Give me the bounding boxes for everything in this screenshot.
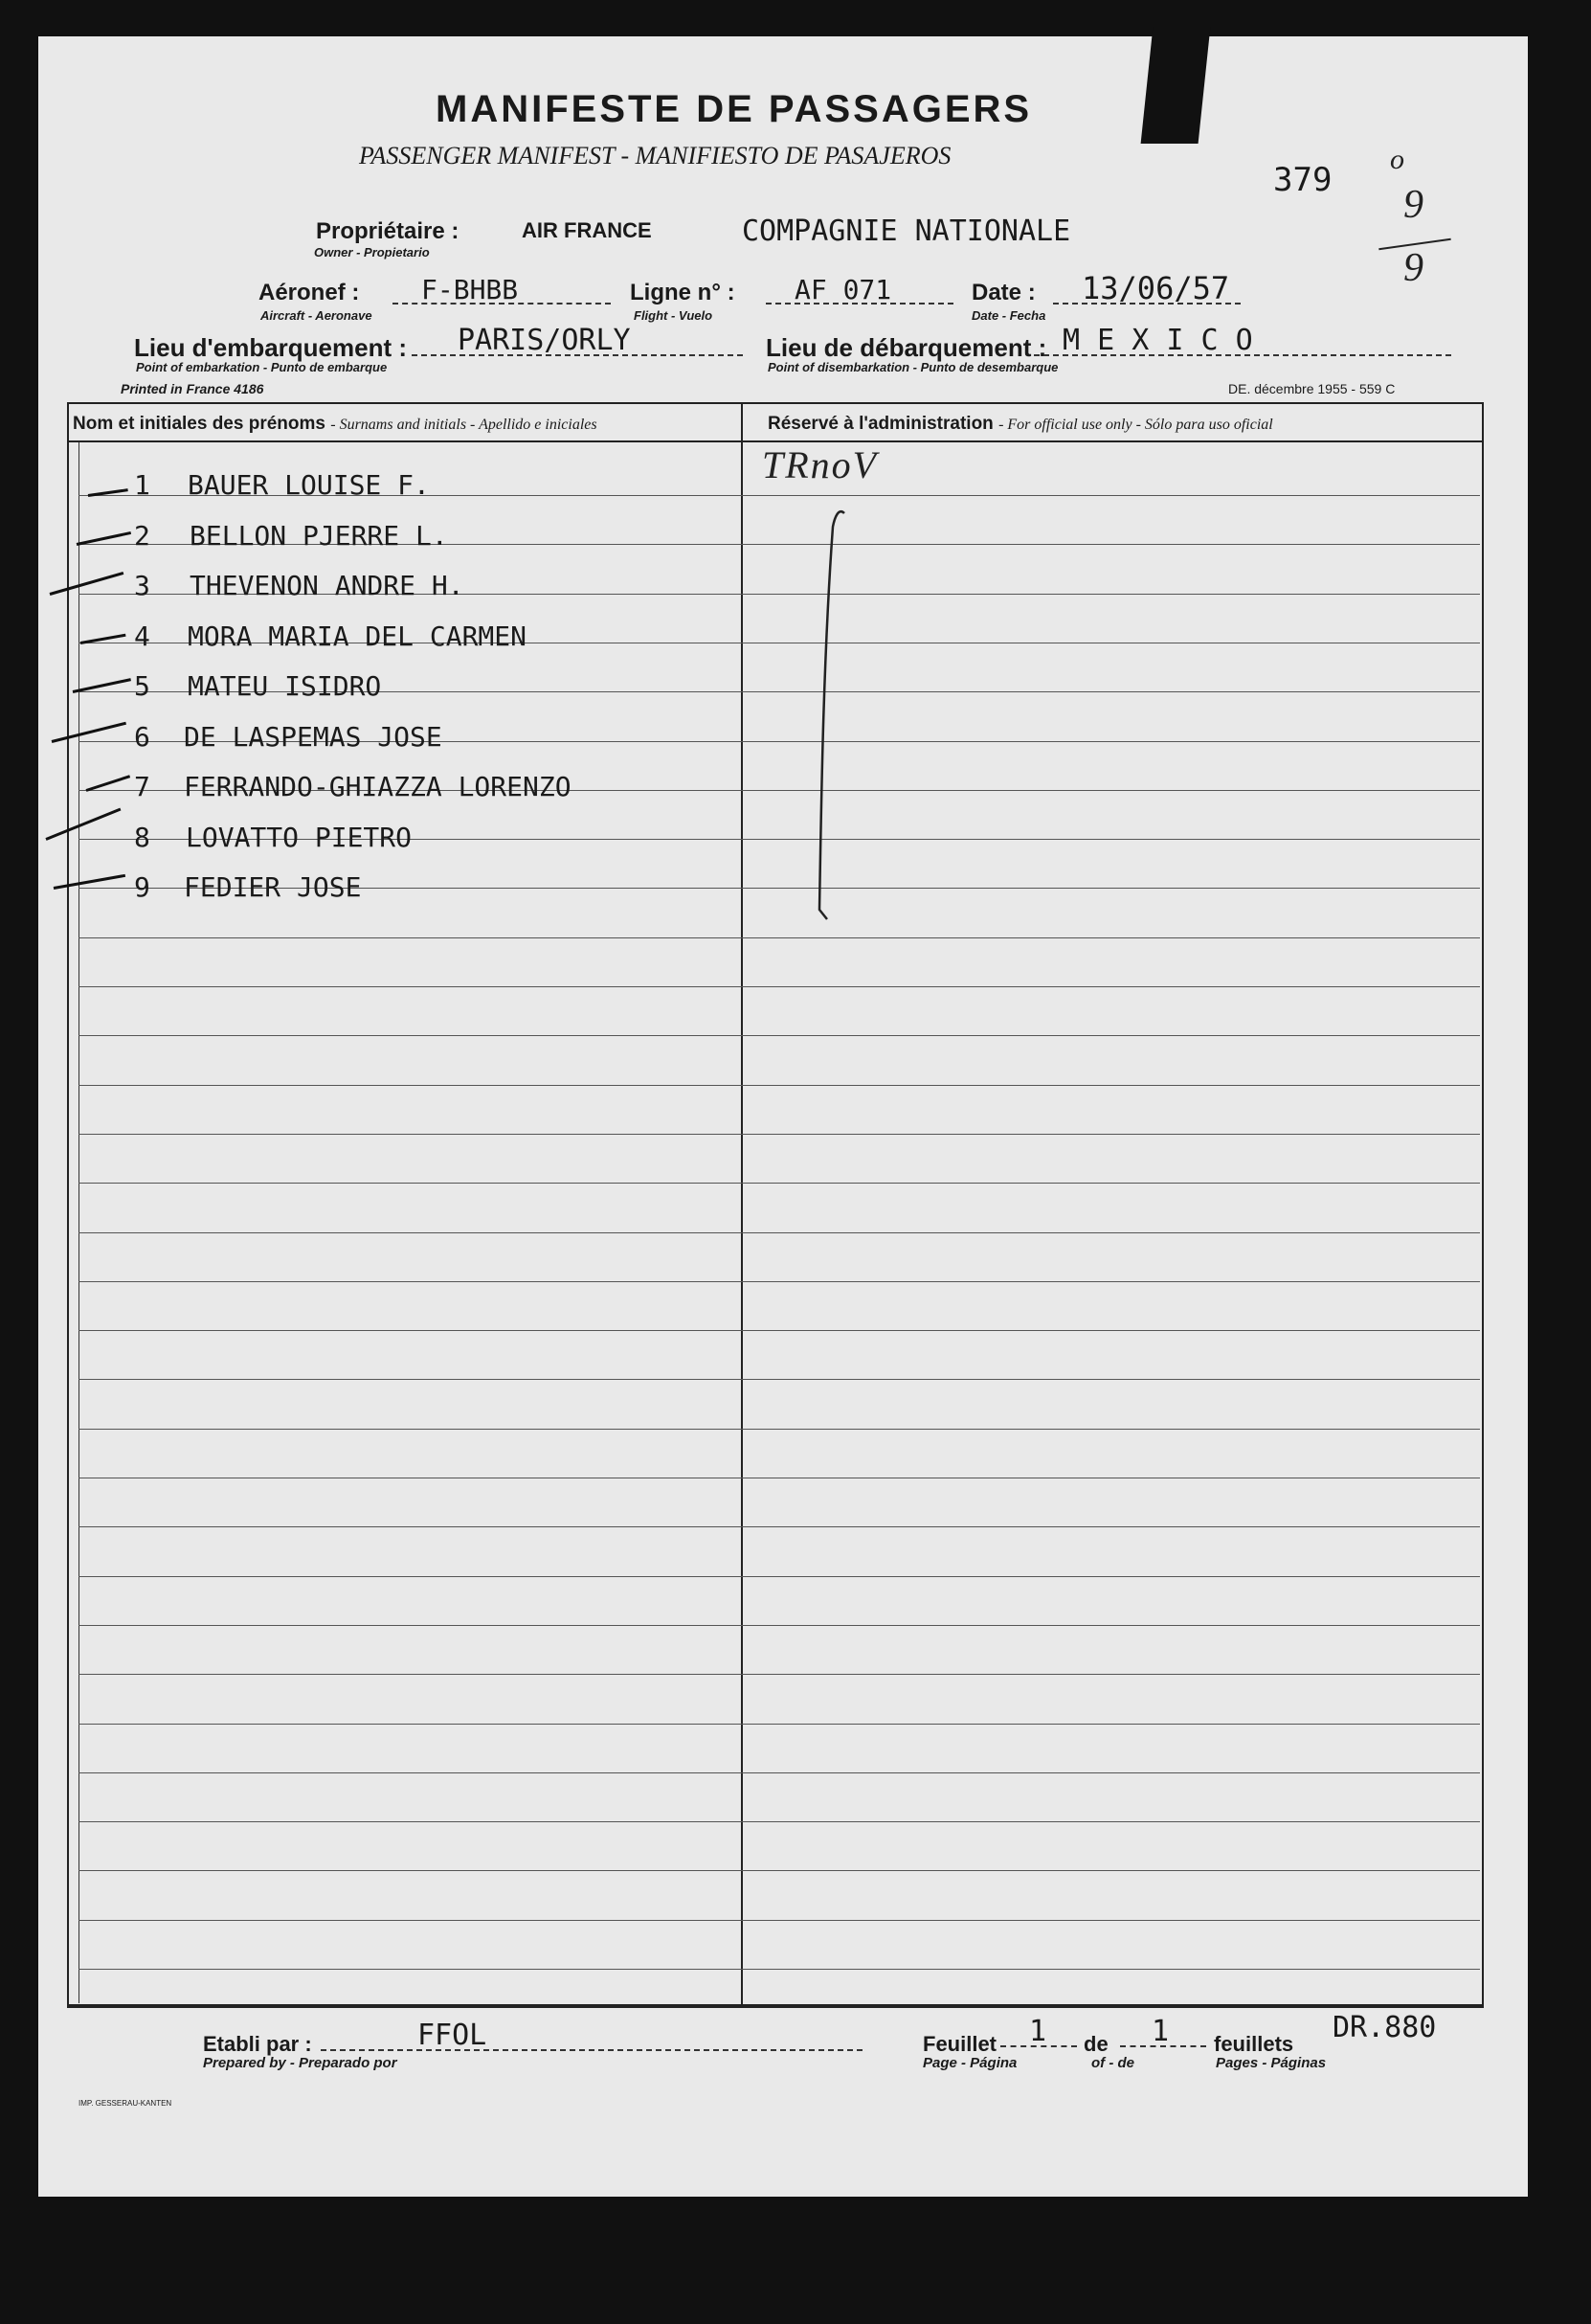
passenger-name: DE LASPEMAS JOSE xyxy=(184,720,442,753)
embarkation-underline xyxy=(412,354,743,356)
printer-imprint: IMP. GESSERAU-KANTEN xyxy=(78,2099,172,2108)
passenger-number: 1 xyxy=(134,469,150,501)
passenger-name: BELLON PJERRE L. xyxy=(190,519,448,552)
serial-number: 379 xyxy=(1273,161,1333,199)
left-margin-line xyxy=(78,440,79,2003)
passenger-number: 6 xyxy=(134,720,150,753)
row-rule xyxy=(78,1232,1480,1233)
disembarkation-sublabel: Point of disembarkation - Punto de desembarque xyxy=(768,360,1059,374)
owner-sublabel: Owner - Propietario xyxy=(314,245,430,259)
passenger-name: THEVENON ANDRE H. xyxy=(190,570,464,601)
page-mark-bottom: 9 xyxy=(1403,246,1423,290)
disembarkation-value: M E X I C O xyxy=(1063,324,1253,357)
row-rule xyxy=(78,1330,1480,1331)
disembarkation-underline xyxy=(1034,354,1451,356)
print-reference-left: Printed in France 4186 xyxy=(121,381,264,396)
row-rule xyxy=(78,1379,1480,1380)
row-rule xyxy=(78,1625,1480,1626)
passenger-name: FERRANDO-GHIAZZA LORENZO xyxy=(184,771,571,802)
row-rule xyxy=(78,1772,1480,1773)
flight-sublabel: Flight - Vuelo xyxy=(634,308,713,323)
of-sublabel: of - de xyxy=(1091,2055,1134,2071)
row-rule xyxy=(78,1183,1480,1184)
document-title: MANIFESTE DE PASSAGERS xyxy=(436,88,1033,130)
of-value: 1 xyxy=(1152,2015,1170,2048)
owner-label: Propriétaire : xyxy=(316,218,459,244)
row-rule xyxy=(78,1429,1480,1430)
prepared-by-value: FFOL xyxy=(417,2019,487,2052)
row-rule xyxy=(78,1969,1480,1970)
page-mark-middle: 9 xyxy=(1403,183,1423,227)
embarkation-sublabel: Point of embarkation - Punto de embarque xyxy=(136,360,388,374)
embarkation-value: PARIS/ORLY xyxy=(458,324,631,357)
row-rule xyxy=(78,937,1480,938)
flight-underline xyxy=(766,303,953,305)
admin-bracket-line xyxy=(814,508,852,929)
sheet-underline xyxy=(1000,2045,1077,2047)
passenger-number: 4 xyxy=(134,620,150,652)
of-underline xyxy=(1120,2045,1206,2047)
passenger-number: 3 xyxy=(134,570,150,601)
row-rule xyxy=(78,1281,1480,1282)
document-subtitle: PASSENGER MANIFEST - MANIFIESTO DE PASAJEROS xyxy=(359,142,952,169)
row-rule xyxy=(78,1035,1480,1036)
sheet-value: 1 xyxy=(1029,2015,1047,2048)
row-rule xyxy=(78,1526,1480,1527)
prepared-by-underline xyxy=(321,2049,863,2051)
date-value: 13/06/57 xyxy=(1082,270,1230,306)
scan-edge-mark xyxy=(1141,27,1211,144)
passenger-number: 7 xyxy=(134,771,150,802)
print-reference-right: DE. décembre 1955 - 559 C xyxy=(1228,381,1396,396)
of-label: de xyxy=(1084,2032,1109,2056)
flight-value: AF 071 xyxy=(795,274,892,305)
passenger-number: 2 xyxy=(134,519,150,552)
date-label: Date : xyxy=(972,280,1036,305)
prepared-by-sublabel: Prepared by - Preparado por xyxy=(203,2055,397,2071)
row-rule xyxy=(78,1870,1480,1871)
sheet-label: Feuillet xyxy=(923,2032,997,2056)
flight-label: Ligne n° : xyxy=(630,280,735,305)
passenger-name: LOVATTO PIETRO xyxy=(186,821,413,853)
row-rule xyxy=(78,1134,1480,1135)
aircraft-underline xyxy=(392,303,611,305)
sheet-sublabel: Page - Página xyxy=(923,2055,1018,2071)
aircraft-sublabel: Aircraft - Aeronave xyxy=(260,308,372,323)
passenger-name: MATEU ISIDRO xyxy=(188,670,382,702)
passenger-name: MORA MARIA DEL CARMEN xyxy=(188,620,527,652)
row-rule xyxy=(78,1724,1480,1725)
passenger-name: BAUER LOUISE F. xyxy=(188,469,430,501)
row-rule xyxy=(78,986,1480,987)
column-header-names: Nom et initiales des prénoms - Surnams and initials - Apellido e iniciales xyxy=(73,414,597,434)
row-rule xyxy=(78,1576,1480,1577)
date-underline xyxy=(1053,303,1241,305)
row-rule xyxy=(78,1821,1480,1822)
page-mark-top: o xyxy=(1390,144,1404,175)
footer-rule xyxy=(67,2004,1482,2006)
passenger-number: 8 xyxy=(134,821,150,853)
prepared-by-label: Etabli par : xyxy=(203,2032,312,2056)
date-sublabel: Date - Fecha xyxy=(972,308,1046,323)
aircraft-value: F-BHBB xyxy=(421,274,519,305)
passenger-number: 9 xyxy=(134,871,150,903)
sheets-sublabel: Pages - Páginas xyxy=(1216,2055,1327,2071)
row-rule xyxy=(78,1920,1480,1921)
embarkation-label: Lieu d'embarquement : xyxy=(134,333,407,362)
document-reference: DR.880 xyxy=(1333,2011,1437,2044)
passenger-number: 5 xyxy=(134,670,150,702)
disembarkation-label: Lieu de débarquement : xyxy=(766,333,1047,362)
row-rule xyxy=(78,1085,1480,1086)
admin-handwritten-note: TRnoV xyxy=(762,443,879,486)
owner-typed-value: COMPAGNIE NATIONALE xyxy=(742,214,1071,248)
column-header-admin: Réservé à l'administration - For official use only - Sólo para uso oficial xyxy=(768,414,1273,434)
aircraft-label: Aéronef : xyxy=(258,280,360,305)
passenger-name: FEDIER JOSE xyxy=(184,871,362,903)
owner-printed-value: AIR FRANCE xyxy=(522,218,652,242)
sheets-label: feuillets xyxy=(1214,2032,1294,2056)
row-rule xyxy=(78,1674,1480,1675)
